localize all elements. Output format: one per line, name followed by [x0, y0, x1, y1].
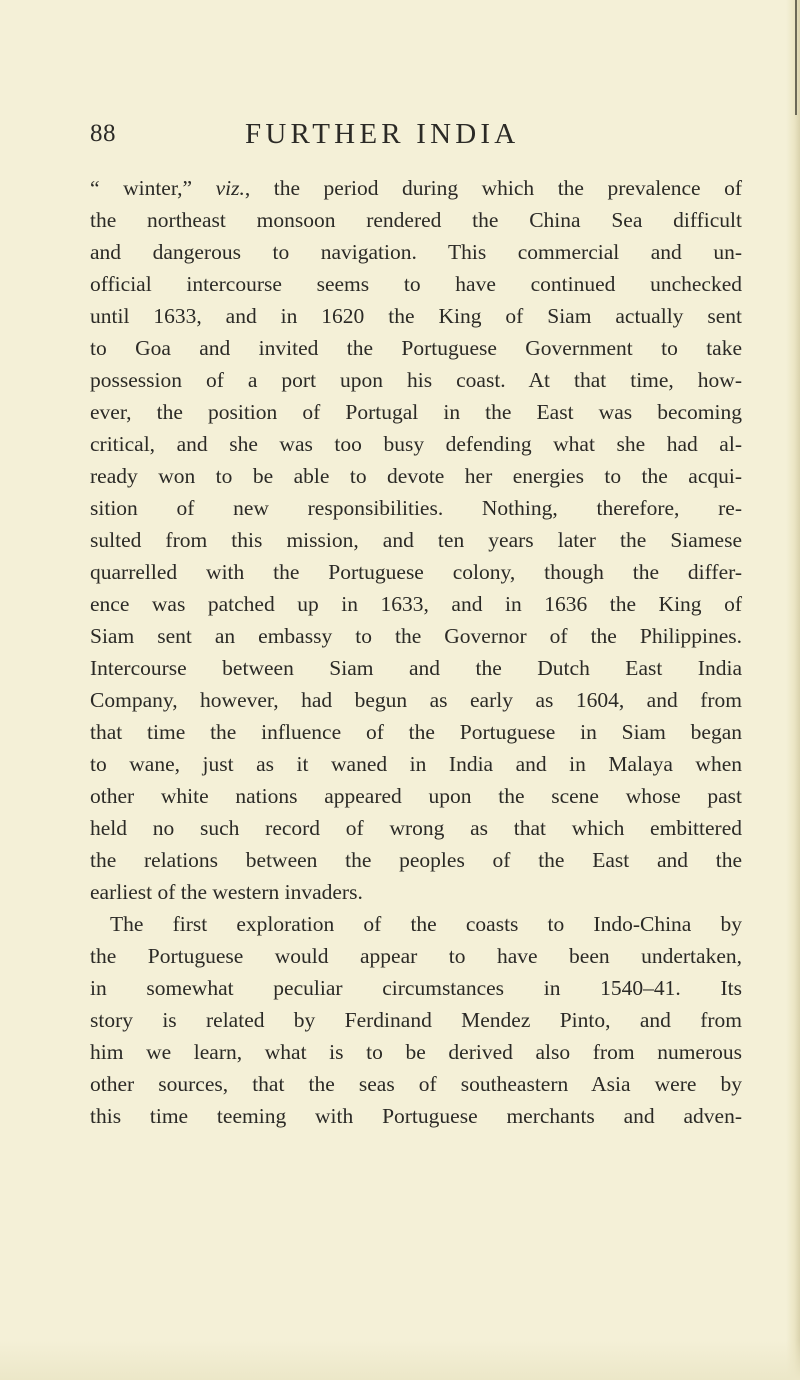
text-line: held no such record of wrong as that which embittered	[90, 816, 742, 840]
page-edge-line	[795, 0, 797, 115]
text-line: Intercourse between Siam and the Dutch East India	[90, 656, 742, 680]
italic-abbreviation: viz.	[215, 176, 245, 200]
text-line: the northeast monsoon rendered the China Sea difficult	[90, 208, 742, 232]
text-line: ence was patched up in 1633, and in 1636 the King of	[90, 592, 742, 616]
text-line: this time teeming with Portuguese merchants and adven-	[90, 1104, 742, 1128]
text-line: sulted from this mission, and ten years later the Siamese	[90, 528, 742, 552]
text-line: that time the influence of the Portuguese in Siam began	[90, 720, 742, 744]
text-line: and dangerous to navigation. This commercial and un-	[90, 240, 742, 264]
text-line: other sources, that the seas of southeastern Asia were by	[90, 1072, 742, 1096]
text-line: ready won to be able to devote her energies to the acqui-	[90, 464, 742, 488]
text-line: ever, the position of Portugal in the East was becoming	[90, 400, 742, 424]
text-line: in somewhat peculiar circumstances in 1540–41. Its	[90, 976, 742, 1000]
text-line: Siam sent an embassy to the Governor of the Philippines.	[90, 624, 742, 648]
page-edge-shadow	[786, 0, 800, 1380]
text-line: to Goa and invited the Portuguese Government to take	[90, 336, 742, 360]
body-text	[90, 172, 742, 1132]
text-line: to wane, just as it waned in India and in Malaya when	[90, 752, 742, 776]
page-bottom-shade	[0, 1340, 800, 1380]
text-line: story is related by Ferdinand Mendez Pinto, and from	[90, 1008, 742, 1032]
running-head	[90, 114, 730, 154]
text-line: critical, and she was too busy defending what she had al-	[90, 432, 742, 456]
page-number: 88	[90, 120, 116, 147]
text-line: him we learn, what is to be derived also from numerous	[90, 1040, 742, 1064]
text-line: the relations between the peoples of the East and the	[90, 848, 742, 872]
text-line: Company, however, had begun as early as 1604, and from	[90, 688, 742, 712]
paragraph-start-line: The first exploration of the coasts to Indo-China by	[110, 912, 742, 936]
running-title: FURTHER INDIA	[245, 118, 520, 150]
text-line	[90, 172, 742, 204]
text-segment: , the period during which the prevalence of	[244, 176, 743, 200]
text-line: the Portuguese would appear to have been undertaken,	[90, 944, 742, 968]
text-line: quarrelled with the Portuguese colony, though the differ-	[90, 560, 742, 584]
text-line: sition of new responsibilities. Nothing, therefore, re-	[90, 496, 742, 520]
text-line: official intercourse seems to have continued unchecked	[90, 272, 742, 296]
paragraph-end-line: earliest of the western invaders.	[90, 880, 363, 904]
text-line: until 1633, and in 1620 the King of Siam actually sent	[90, 304, 742, 328]
text-segment: “ winter,”	[90, 176, 216, 200]
text-line: possession of a port upon his coast. At that time, how-	[90, 368, 742, 392]
text-line: other white nations appeared upon the scene whose past	[90, 784, 742, 808]
